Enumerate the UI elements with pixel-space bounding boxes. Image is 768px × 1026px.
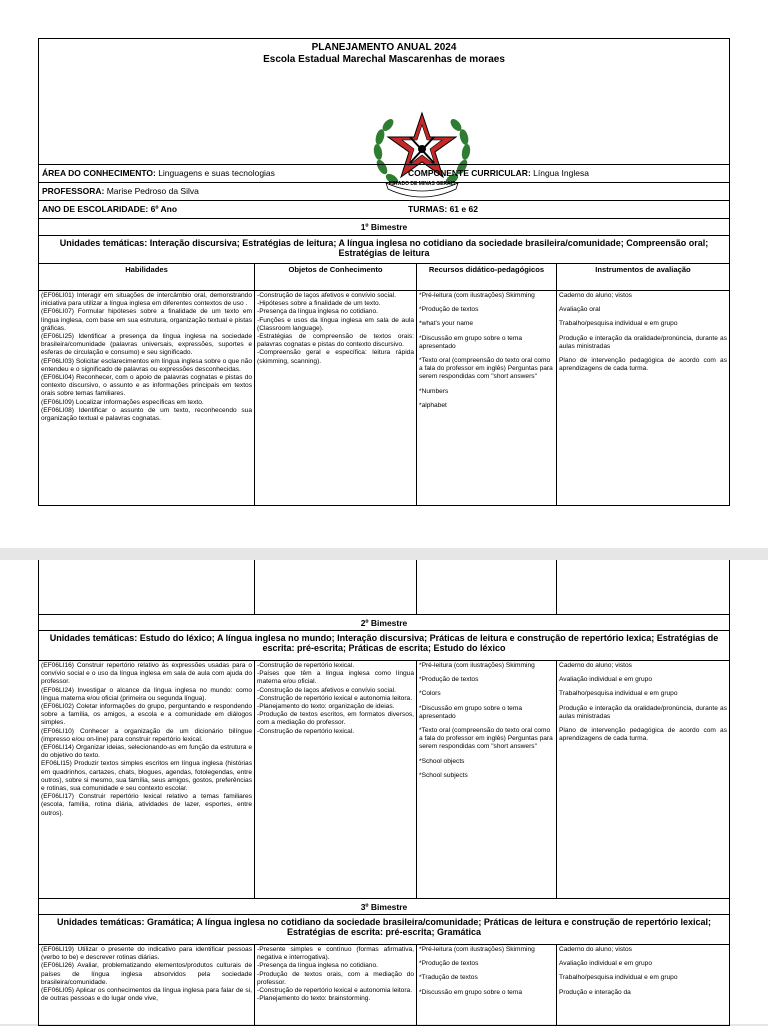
list-item: Caderno do aluno; vistos <box>559 946 632 953</box>
list-item: (EF06LI14) Organizar ideias, selecionando-as em função da estrutura e do objetivo do texto. <box>41 744 252 760</box>
list-item: -Hipóteses sobre a finalidade de um texto. <box>257 300 381 308</box>
list-item: (EF06LI04) Reconhecer, com o apoio de palavras cognatas e pistas do contexto discursivo, o assunto e as informações principais em textos orais sobre temas familiares. <box>41 374 252 398</box>
list-item: *School subjects <box>419 771 468 779</box>
classes-value: 61 e 62 <box>449 204 478 214</box>
year-label: ANO DE ESCOLARIDADE: <box>42 204 149 214</box>
column-header-resources: Recursos didático-pedagógicos <box>417 264 557 290</box>
column-header-skills: Habilidades <box>39 264 255 290</box>
list-item: (EF06LI08) Identificar o assunto de um texto, reconhecendo sua organização textual e palavras cognatas. <box>41 406 252 423</box>
bimester-1-units: Unidades temáticas: Interação discursiva; Estratégias de leitura; A língua inglesa no cotidiano da sociedade brasileira/comunidade; Compreensão oral; Estratégias de leitura <box>39 235 729 263</box>
bimester-2-skills <box>39 661 255 898</box>
bimester-3-resources <box>417 945 557 1026</box>
bimester-2-units: Unidades temáticas: Estudo do léxico; A língua inglesa no mundo; Interação discursiva; Práticas de leitura e construção de repertório lexica; Estratégias de escrita: pré-escrita; Práticas de escrita; Estudo do léxico <box>39 630 729 660</box>
bimester-3-assessment <box>557 945 729 1026</box>
list-item: -Construção de repertório lexical. <box>257 727 355 735</box>
year-row <box>39 200 729 218</box>
list-item: -Presença da língua inglesa no cotidiano. <box>257 962 378 970</box>
list-item: Plano de intervenção pedagógica de acordo com as aprendizagens de cada turma. <box>559 727 727 743</box>
list-item: -Presente simples e contínuo (formas afirmativa, negativa e interrogativa). <box>257 946 414 962</box>
planning-table-2 <box>38 560 730 1026</box>
list-item: -Planejamento do texto: brainstorming. <box>257 995 371 1003</box>
list-item: *Numbers <box>419 387 449 395</box>
list-item: Produção e interação da oralidade/pronúncia, durante as aulas ministradas <box>559 334 727 350</box>
list-item: *alphabet <box>419 401 447 409</box>
area-value: Linguagens e suas tecnologias <box>158 168 275 178</box>
list-item: (EF06LI16) Construir repertório relativo às expressões usadas para o convívio social e o uso da língua inglesa em sala de aula com ajuda do professor. <box>41 662 252 686</box>
list-item: Caderno do aluno; vistos <box>559 292 632 299</box>
bimester-1-objects <box>255 291 417 506</box>
list-item: (EF06LI03) Solicitar esclarecimentos em língua inglesa sobre o que não entendeu e o significado de palavras ou expressões desconhecidas. <box>41 357 252 373</box>
list-item: -Produção de textos escritos, em formatos diversos, com a mediação do professor. <box>257 711 414 727</box>
list-item: Trabalho/pesquisa individual e em grupo <box>559 974 678 982</box>
list-item: (EF06LI10) Conhecer a organização de um dicionário bilíngue (impresso e/ou on-line) para construir repertório lexical. <box>41 727 252 743</box>
list-item: -Compreensão geral e específica: leitura rápida (skimming, scanning). <box>257 349 414 365</box>
bimester-3-content-row <box>39 944 729 1026</box>
list-item: Avaliação individual e em grupo <box>559 960 652 968</box>
list-item: -Planejamento do texto: organização de ideias. <box>257 703 395 711</box>
list-item: -Construção de repertório lexical e autonomia leitora. <box>257 694 413 702</box>
bimester-3-title: 3º Bimestre <box>39 898 729 914</box>
list-item: *what's your name <box>419 320 474 328</box>
bimester-1-assessment <box>557 291 729 506</box>
list-item: *School objects <box>419 757 465 765</box>
area-label: ÁREA DO CONHECIMENTO: <box>42 168 156 178</box>
list-item: -Construção de laços afetivos e convívio social. <box>257 686 396 694</box>
continuation-row <box>39 560 729 614</box>
page-2 <box>0 560 768 1024</box>
list-item: Plano de intervenção pedagógica de acordo com as aprendizagens de cada turma. <box>559 357 727 373</box>
teacher-label: PROFESSORA: <box>42 186 105 196</box>
list-item: *Discussão em grupo sobre o tema apresentado <box>419 334 522 350</box>
list-item: *Colors <box>419 690 441 698</box>
list-item: Trabalho/pesquisa individual e em grupo <box>559 690 678 698</box>
bimester-2-content-row <box>39 660 729 898</box>
list-item: -Estratégias de compreensão de textos orais: palavras cognatas e pistas do contexto discursivo. <box>257 333 414 349</box>
list-item: *Produção de textos <box>419 960 479 968</box>
list-item: Caderno do aluno; vistos <box>559 662 632 669</box>
list-item: *Texto oral (compreensão do texto oral como a fala do professor em inglês) Perguntas para serem respondidas com "short answers" <box>419 727 553 751</box>
bimester-3-objects <box>255 945 417 1026</box>
list-item: Trabalho/pesquisa individual e em grupo <box>559 320 678 328</box>
column-header-objects: Objetos de Conhecimento <box>255 264 417 290</box>
list-item: *Tradução de textos <box>419 974 478 982</box>
bimester-1-content-row <box>39 290 729 506</box>
list-item: Produção e interação da <box>559 988 631 996</box>
list-item: *Discussão em grupo sobre o tema apresentado <box>419 704 522 720</box>
list-item: -Países que têm a língua inglesa como língua materna e/ou oficial. <box>257 670 414 686</box>
crest-ribbon-text: ESTADO DE MINAS GERAIS <box>388 181 456 187</box>
list-item: (EF06LI26) Avaliar, problematizando elementos/produtos culturais de países de língua inglesa absorvidos pela sociedade brasileira/comunidade. <box>41 962 252 986</box>
list-item: *Pré-leitura (com ilustrações) Skimming <box>419 292 535 299</box>
year-value: 6º Ano <box>150 204 178 214</box>
list-item: -Produção de textos orais, com a mediação do professor. <box>257 970 414 986</box>
bimester-2-resources <box>417 661 557 898</box>
bimester-2-objects <box>255 661 417 898</box>
list-item: *Pré-leitura (com ilustrações) Skimming <box>419 662 535 669</box>
list-item: (EF06LI02) Coletar informações do grupo, perguntando e respondendo sobre a família, os amigos, a escola e a comunidade em diálogos simples. <box>41 703 252 727</box>
planning-table-1 <box>38 38 730 506</box>
list-item: (EF06LI07) Formular hipóteses sobre a finalidade de um texto em língua inglesa, com base em sua estrutura, organização textual e pistas gráficas. <box>41 308 252 332</box>
teacher-value: Marise Pedroso da Silva <box>106 186 199 196</box>
list-item: -Funções e usos da língua inglesa em sala de aula (Classroom language). <box>257 316 414 332</box>
page-title: PLANEJAMENTO ANUAL 2024 <box>311 42 457 53</box>
list-item: (EF06LI01) Interagir em situações de intercâmbio oral, demonstrando iniciativa para utilizar a língua inglesa em diferentes contextos de uso . <box>41 292 252 308</box>
list-item: (EF06LI05) Aplicar os conhecimentos da língua inglesa para falar de si, de outras pessoas e do lugar onde vive, <box>41 987 252 1003</box>
list-item: (EF06LI09) Localizar informações específicas em texto. <box>41 398 204 406</box>
classes-label: TURMAS: <box>408 204 448 214</box>
list-item: (EF06LI25) Identificar a presença da língua inglesa na sociedade brasileira/comunidade (palavras universais, expressões, suportes e esferas de circulação e consumo) e seu significado. <box>41 333 252 357</box>
bimester-3-units: Unidades temáticas: Gramática; A língua inglesa no cotidiano da sociedade brasileira/comunidade; Práticas de leitura e construção de repertório lexical; Estratégias de escrita: pré-escrita; Gramática <box>39 914 729 944</box>
column-headers <box>39 263 729 290</box>
list-item: *Texto oral (compreensão do texto oral como a fala do professor em inglês) Perguntas para serem respondidas com "short answers" <box>419 357 553 381</box>
list-item: (EF06LI19) Utilizar o presente do indicativo para identificar pessoas (verbo to be) e descrever rotinas diárias. <box>41 946 252 962</box>
column-header-assessment: Instrumentos de avaliação <box>595 265 691 274</box>
list-item: -Construção de laços afetivos e convívio social. <box>257 292 396 299</box>
list-item: -Construção de repertório lexical. <box>257 662 355 669</box>
list-item: *Discussão em grupo sobre o tema <box>419 988 522 996</box>
bimester-1-resources <box>417 291 557 506</box>
component-label: COMPONENTE CURRICULAR: <box>408 168 531 178</box>
list-item: *Produção de textos <box>419 306 479 314</box>
bimester-2-title: 2º Bimestre <box>39 614 729 630</box>
school-name: Escola Estadual Marechal Mascarenhas de moraes <box>263 54 505 65</box>
bimester-2-assessment <box>557 661 729 898</box>
bimester-3-skills <box>39 945 255 1026</box>
list-item: EF06LI15) Produzir textos simples escritos em língua inglesa (histórias em quadrinhos, cartazes, chats, blogues, agendas, fotolegendas, entre outros), sobre si mesmo, sua família, seus amigos, gostos, preferências e rotinas, sua comunidade e seu contexto escolar. <box>41 760 252 793</box>
bimester-1-title: 1º Bimestre <box>39 218 729 235</box>
list-item: (EF06LI24) Investigar o alcance da língua inglesa no mundo: como língua materna e/ou oficial (primeira ou segunda língua). <box>41 686 252 702</box>
component-value: Língua Inglesa <box>533 168 589 178</box>
teacher-row <box>39 182 729 200</box>
list-item: -Construção de repertório lexical e autonomia leitora. <box>257 987 413 995</box>
list-item: Avaliação oral <box>559 306 601 314</box>
list-item: Avaliação individual e em grupo <box>559 676 652 684</box>
list-item: -Presença da língua inglesa no cotidiano. <box>257 308 378 316</box>
area-row <box>39 164 729 182</box>
list-item: *Pré-leitura (com ilustrações) Skimming <box>419 946 535 953</box>
list-item: (EF06LI17) Construir repertório lexical relativo a temas familiares (escola, família, rotina diária, atividades de lazer, esportes, entre outros). <box>41 793 252 817</box>
bimester-1-skills <box>39 291 255 506</box>
list-item: *Produção de textos <box>419 676 479 684</box>
list-item: Produção e interação da oralidade/pronúncia, durante as aulas ministradas <box>559 704 727 720</box>
